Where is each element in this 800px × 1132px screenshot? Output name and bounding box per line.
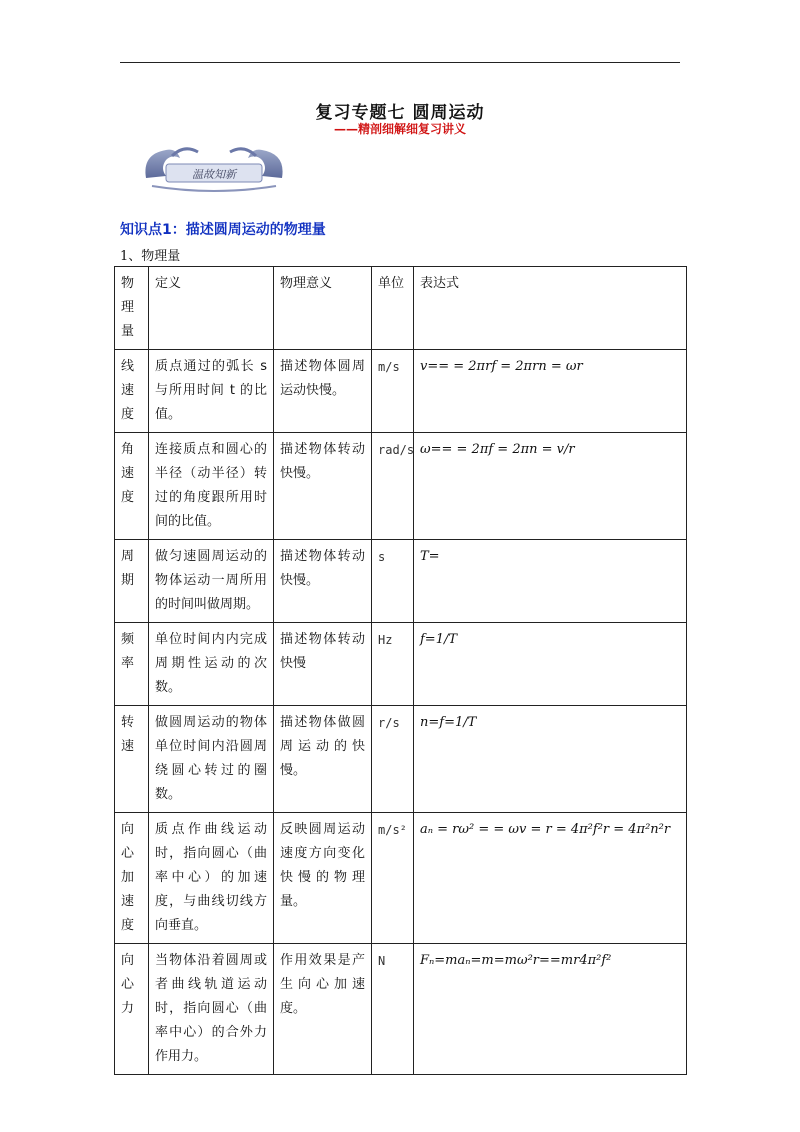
quantities-table [114,266,687,1075]
table-row [115,350,687,433]
quantity-expression: aₙ = rω² = = ωv = r = 4π²f²r = 4π²n²r [414,813,687,944]
quantity-unit: r/s [372,706,414,813]
header-cell: 定义 [149,267,274,350]
table-header-row [115,267,687,350]
quantity-unit: m/s² [372,813,414,944]
banner-text: 温故知新 [192,168,236,181]
quantity-meaning: 描述物体转动快慢 [274,623,372,706]
quantity-name: 线速度 [115,350,149,433]
quantity-definition: 连接质点和圆心的半径（动半径）转过的角度跟所用时间的比值。 [149,433,274,540]
header-cell: 物理意义 [274,267,372,350]
quantity-definition: 质点作曲线运动时，指向圆心（曲率中心）的加速度，与曲线切线方向垂直。 [149,813,274,944]
quantity-meaning: 描述物体圆周运动快慢。 [274,350,372,433]
quantity-expression: Fₙ=maₙ=m=mω²r==mr4π²f² [414,944,687,1075]
header-cell: 单位 [372,267,414,350]
section-heading: 知识点1：描述圆周运动的物理量 [120,222,326,238]
quantity-definition: 当物体沿着圆周或者曲线轨道运动时，指向圆心（曲率中心）的合外力作用力。 [149,944,274,1075]
quantity-unit: Hz [372,623,414,706]
table-row [115,540,687,623]
quantity-definition: 单位时间内内完成周期性运动的次数。 [149,623,274,706]
quantity-meaning: 描述物体转动快慢。 [274,540,372,623]
quantity-definition: 做匀速圆周运动的物体运动一周所用的时间叫做周期。 [149,540,274,623]
quantity-name: 周期 [115,540,149,623]
quantity-expression: T= [414,540,687,623]
quantity-name: 转速 [115,706,149,813]
quantity-name: 向心力 [115,944,149,1075]
quantity-unit: s [372,540,414,623]
document-title: 复习专题七 圆周运动 [315,103,485,123]
review-banner-logo [132,140,296,196]
header-cell: 物理量 [115,267,149,350]
header-rule [120,62,680,63]
quantity-unit: rad/s [372,433,414,540]
section-subheading: 1、物理量 [120,249,181,264]
quantity-definition: 质点通过的弧长 s 与所用时间 t 的比值。 [149,350,274,433]
quantity-unit: N [372,944,414,1075]
quantity-name: 向心加速度 [115,813,149,944]
quantity-name: 频率 [115,623,149,706]
quantity-meaning: 描述物体转动快慢。 [274,433,372,540]
quantity-unit: m/s [372,350,414,433]
quantity-expression: n=f=1/T [414,706,687,813]
table-row [115,623,687,706]
quantity-meaning: 反映圆周运动速度方向变化快慢的物理量。 [274,813,372,944]
quantity-definition: 做圆周运动的物体单位时间内沿圆周绕圆心转过的圈数。 [149,706,274,813]
quantity-meaning: 描述物体做圆周运动的快慢。 [274,706,372,813]
quantity-name: 角速度 [115,433,149,540]
table-row [115,813,687,944]
table-row [115,433,687,540]
quantity-expression: ω== = 2πf = 2πn = v/r [414,433,687,540]
quantity-meaning: 作用效果是产生向心加速度。 [274,944,372,1075]
table-row [115,706,687,813]
quantity-expression: v== = 2πrf = 2πrn = ωr [414,350,687,433]
quantity-expression: f=1/T [414,623,687,706]
header-cell: 表达式 [414,267,687,350]
table-row [115,944,687,1075]
document-subtitle: ——精剖细解细复习讲义 [333,122,466,136]
